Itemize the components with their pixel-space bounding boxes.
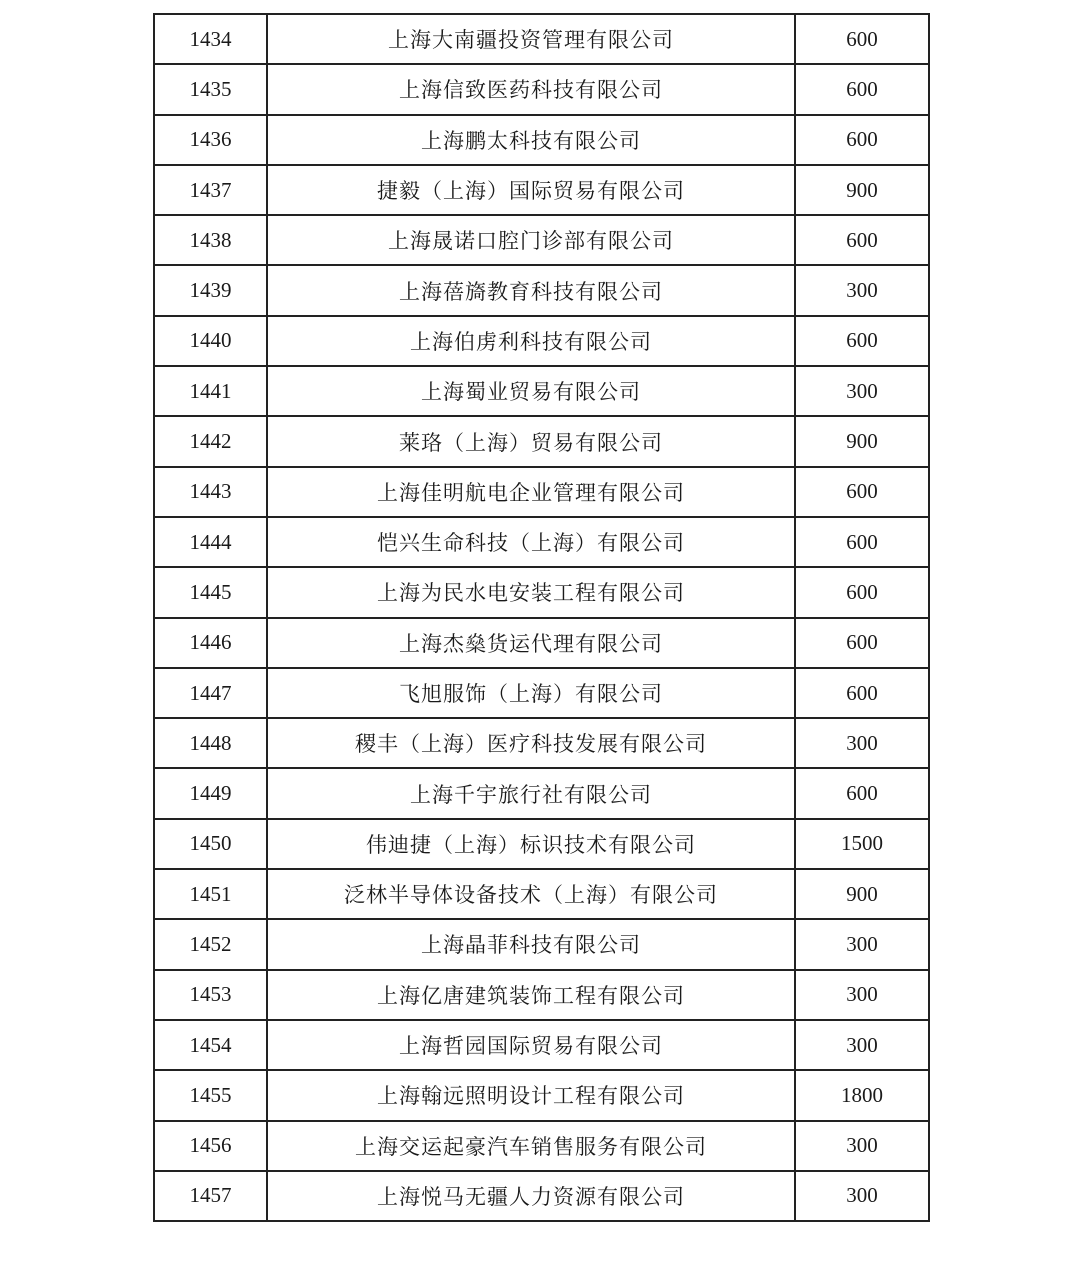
table-row (154, 970, 929, 1020)
company-name-cell: 稷丰（上海）医疗科技发展有限公司 (267, 718, 795, 768)
table-row (154, 869, 929, 919)
table-body (154, 14, 929, 1221)
company-name-cell: 上海晶菲科技有限公司 (267, 919, 795, 969)
amount-cell: 600 (795, 567, 929, 617)
table-row (154, 316, 929, 366)
row-number-cell: 1445 (154, 567, 267, 617)
amount-cell: 900 (795, 165, 929, 215)
company-name-cell: 上海为民水电安装工程有限公司 (267, 567, 795, 617)
row-number-cell: 1439 (154, 265, 267, 315)
table-row (154, 1020, 929, 1070)
row-number-cell: 1437 (154, 165, 267, 215)
amount-cell: 600 (795, 467, 929, 517)
company-name-cell: 上海亿唐建筑装饰工程有限公司 (267, 970, 795, 1020)
company-name-cell: 上海千宇旅行社有限公司 (267, 768, 795, 818)
amount-cell: 300 (795, 1121, 929, 1171)
table-row (154, 919, 929, 969)
company-name-cell: 上海交运起豪汽车销售服务有限公司 (267, 1121, 795, 1171)
row-number-cell: 1450 (154, 819, 267, 869)
row-number-cell: 1438 (154, 215, 267, 265)
company-name-cell: 上海蜀业贸易有限公司 (267, 366, 795, 416)
company-name-cell: 莱珞（上海）贸易有限公司 (267, 416, 795, 466)
company-name-cell: 上海哲园国际贸易有限公司 (267, 1020, 795, 1070)
row-number-cell: 1453 (154, 970, 267, 1020)
table-row (154, 366, 929, 416)
table-row (154, 467, 929, 517)
row-number-cell: 1452 (154, 919, 267, 969)
amount-cell: 600 (795, 768, 929, 818)
row-number-cell: 1449 (154, 768, 267, 818)
company-name-cell: 上海佳明航电企业管理有限公司 (267, 467, 795, 517)
amount-cell: 1500 (795, 819, 929, 869)
amount-cell: 600 (795, 668, 929, 718)
amount-cell: 300 (795, 265, 929, 315)
amount-cell: 600 (795, 115, 929, 165)
row-number-cell: 1451 (154, 869, 267, 919)
row-number-cell: 1455 (154, 1070, 267, 1120)
row-number-cell: 1448 (154, 718, 267, 768)
company-name-cell: 飞旭服饰（上海）有限公司 (267, 668, 795, 718)
table-row (154, 517, 929, 567)
amount-cell: 600 (795, 316, 929, 366)
row-number-cell: 1436 (154, 115, 267, 165)
table-row (154, 416, 929, 466)
row-number-cell: 1441 (154, 366, 267, 416)
amount-cell: 600 (795, 215, 929, 265)
amount-cell: 900 (795, 869, 929, 919)
table-row (154, 265, 929, 315)
company-name-cell: 上海翰远照明设计工程有限公司 (267, 1070, 795, 1120)
amount-cell: 600 (795, 517, 929, 567)
row-number-cell: 1434 (154, 14, 267, 64)
company-name-cell: 上海伯虏利科技有限公司 (267, 316, 795, 366)
company-name-cell: 泛林半导体设备技术（上海）有限公司 (267, 869, 795, 919)
table-row (154, 618, 929, 668)
amount-cell: 300 (795, 1171, 929, 1221)
table-row (154, 1171, 929, 1221)
table-row (154, 165, 929, 215)
table-row (154, 1070, 929, 1120)
company-name-cell: 上海杰燊货运代理有限公司 (267, 618, 795, 668)
table-row (154, 819, 929, 869)
table-row (154, 718, 929, 768)
company-name-cell: 上海信致医药科技有限公司 (267, 64, 795, 114)
row-number-cell: 1456 (154, 1121, 267, 1171)
amount-cell: 300 (795, 1020, 929, 1070)
amount-cell: 300 (795, 718, 929, 768)
row-number-cell: 1435 (154, 64, 267, 114)
table-row (154, 567, 929, 617)
company-name-cell: 上海悦马无疆人力资源有限公司 (267, 1171, 795, 1221)
company-name-cell: 恺兴生命科技（上海）有限公司 (267, 517, 795, 567)
amount-cell: 300 (795, 970, 929, 1020)
table-row (154, 1121, 929, 1171)
company-name-cell: 上海鹏太科技有限公司 (267, 115, 795, 165)
amount-cell: 600 (795, 618, 929, 668)
row-number-cell: 1444 (154, 517, 267, 567)
row-number-cell: 1457 (154, 1171, 267, 1221)
table-row (154, 668, 929, 718)
amount-cell: 1800 (795, 1070, 929, 1120)
company-table (153, 13, 930, 1222)
company-name-cell: 捷毅（上海）国际贸易有限公司 (267, 165, 795, 215)
company-name-cell: 上海蓓旖教育科技有限公司 (267, 265, 795, 315)
amount-cell: 600 (795, 64, 929, 114)
row-number-cell: 1454 (154, 1020, 267, 1070)
row-number-cell: 1443 (154, 467, 267, 517)
amount-cell: 900 (795, 416, 929, 466)
row-number-cell: 1447 (154, 668, 267, 718)
table-row (154, 215, 929, 265)
amount-cell: 300 (795, 366, 929, 416)
company-name-cell: 伟迪捷（上海）标识技术有限公司 (267, 819, 795, 869)
table-row (154, 115, 929, 165)
amount-cell: 300 (795, 919, 929, 969)
table-row (154, 768, 929, 818)
table-row (154, 64, 929, 114)
company-name-cell: 上海大南疆投资管理有限公司 (267, 14, 795, 64)
row-number-cell: 1442 (154, 416, 267, 466)
row-number-cell: 1440 (154, 316, 267, 366)
table-row (154, 14, 929, 64)
row-number-cell: 1446 (154, 618, 267, 668)
amount-cell: 600 (795, 14, 929, 64)
company-name-cell: 上海晟诺口腔门诊部有限公司 (267, 215, 795, 265)
